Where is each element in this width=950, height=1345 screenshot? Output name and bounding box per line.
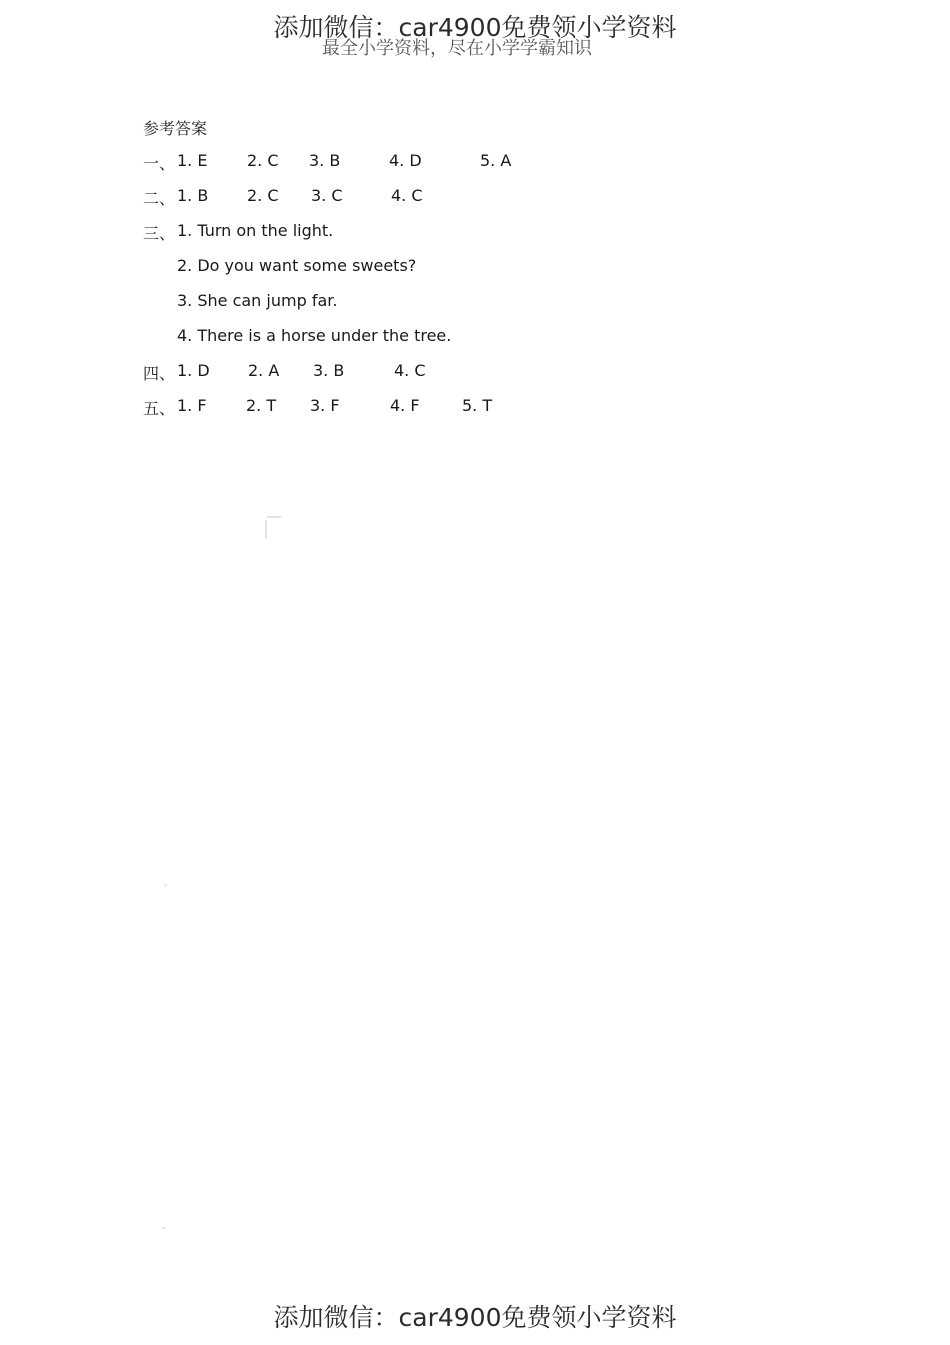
bottom-watermark-banner: 添加微信：car4900免费领小学资料 xyxy=(273,1303,677,1332)
part4-item-2: 2. A xyxy=(248,361,280,380)
part1-label: 一、 xyxy=(143,154,176,173)
top-watermark-banner: 添加微信：car4900免费领小学资料 xyxy=(273,13,677,42)
part4-row xyxy=(143,361,563,383)
part5-row xyxy=(143,396,563,418)
part5-item-5: 5. T xyxy=(462,396,493,415)
part5-item-2: 2. T xyxy=(246,396,277,415)
part4-item-3: 3. B xyxy=(313,361,345,380)
part1-row xyxy=(143,151,563,173)
part2-item-2: 2. C xyxy=(247,186,279,205)
part5-item-1: 1. F xyxy=(177,396,207,415)
part3-label: 三、 xyxy=(143,224,176,243)
cropped-header-text: 最全小学资料，尽在小学学霸知识 xyxy=(322,38,592,59)
part1-item-2: 2. C xyxy=(247,151,279,170)
part1-item-1: 1. E xyxy=(177,151,208,170)
part5-item-4: 4. F xyxy=(390,396,420,415)
cropped-header-line xyxy=(322,38,628,59)
scan-speck xyxy=(162,1227,165,1229)
scan-speck xyxy=(267,516,281,518)
part3-item-3: 3. She can jump far. xyxy=(177,291,338,310)
answer-key-title: 参考答案 xyxy=(143,119,208,138)
part2-item-3: 3. C xyxy=(311,186,343,205)
part4-label: 四、 xyxy=(143,364,176,383)
part1-item-3: 3. B xyxy=(309,151,341,170)
part3-item-1: 1. Turn on the light. xyxy=(177,221,334,240)
part2-row xyxy=(143,186,563,208)
part4-item-4: 4. C xyxy=(394,361,426,380)
part3-row-1 xyxy=(143,221,563,243)
part1-item-4: 4. D xyxy=(389,151,422,170)
part3-item-2: 2. Do you want some sweets? xyxy=(177,256,417,275)
part5-label: 五、 xyxy=(143,399,176,418)
part2-item-1: 1. B xyxy=(177,186,209,205)
part1-item-5: 5. A xyxy=(480,151,512,170)
part2-label: 二、 xyxy=(143,189,176,208)
scan-speck xyxy=(164,884,167,887)
part5-item-3: 3. F xyxy=(310,396,340,415)
part2-item-4: 4. C xyxy=(391,186,423,205)
part3-item-4: 4. There is a horse under the tree. xyxy=(177,326,452,345)
part4-item-1: 1. D xyxy=(177,361,210,380)
scan-speck xyxy=(265,520,267,538)
